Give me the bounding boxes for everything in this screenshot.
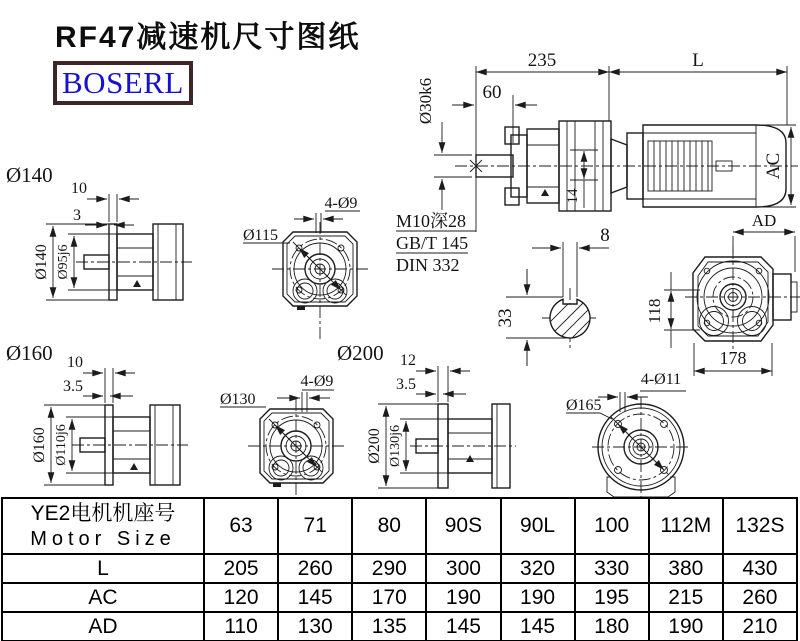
table-header-en: Motor Size bbox=[30, 528, 176, 550]
main-side-view bbox=[416, 50, 798, 232]
flange140-spigot-dia: Ø95j6 bbox=[56, 244, 71, 280]
dim-33-label: 33 bbox=[495, 308, 516, 328]
value-AC-80: 170 bbox=[352, 583, 426, 612]
dim-l-label: L bbox=[692, 50, 704, 71]
flange160-dim35: 3.5 bbox=[63, 378, 83, 395]
flange200-outer-dia: Ø200 bbox=[366, 428, 383, 464]
dim-118-label: 118 bbox=[645, 298, 664, 324]
flange160-outer-dia: Ø160 bbox=[31, 427, 48, 463]
value-AD-63: 110 bbox=[204, 612, 278, 641]
dim-14-label: 14 bbox=[565, 188, 581, 204]
flange140-dim10: 10 bbox=[71, 180, 87, 197]
motor-size-132s: 132S bbox=[723, 498, 797, 554]
motor-size-90l: 90L bbox=[501, 498, 575, 554]
value-AC-63: 120 bbox=[204, 583, 278, 612]
value-AD-90l: 145 bbox=[501, 612, 575, 641]
value-AD-80: 135 bbox=[352, 612, 426, 641]
boserl-logo bbox=[53, 61, 193, 105]
thread-note bbox=[396, 211, 476, 275]
table-header-row bbox=[2, 498, 797, 554]
front130-holes-label: 4-Ø9 bbox=[300, 373, 334, 390]
value-AC-90s: 190 bbox=[426, 583, 500, 612]
value-AC-71: 145 bbox=[278, 583, 352, 612]
dim-ac-label: AC bbox=[763, 152, 784, 180]
key-width-label: 8 bbox=[600, 225, 610, 246]
value-AD-71: 130 bbox=[278, 612, 352, 641]
flange160-title: Ø160 bbox=[6, 341, 53, 365]
value-L-80: 290 bbox=[352, 554, 426, 583]
motor-size-63: 63 bbox=[204, 498, 278, 554]
value-AC-132s: 260 bbox=[723, 583, 797, 612]
thread-note-line2: GB/T 145 bbox=[396, 233, 469, 253]
row-label-AD: AD bbox=[2, 612, 204, 641]
flange140-dim3: 3 bbox=[73, 207, 81, 224]
value-AD-112m: 190 bbox=[649, 612, 723, 641]
flange165-holes-label: 4-Ø11 bbox=[640, 371, 682, 388]
front115-view bbox=[243, 195, 368, 340]
shaft-key-section bbox=[495, 225, 610, 366]
motor-size-71: 71 bbox=[278, 498, 352, 554]
page-title: RF47减速机尺寸图纸 bbox=[55, 21, 361, 54]
thread-note-line3: DIN 332 bbox=[396, 255, 460, 275]
value-AC-100: 195 bbox=[575, 583, 649, 612]
value-L-90s: 300 bbox=[426, 554, 500, 583]
row-label-L: L bbox=[2, 554, 204, 583]
flange165-bolt-circle-label: Ø165 bbox=[566, 397, 602, 414]
dim-ad-label: AD bbox=[751, 211, 777, 230]
value-AD-90s: 145 bbox=[426, 612, 500, 641]
flange160-spigot-dia: Ø110j6 bbox=[54, 424, 69, 466]
flange160-dim10: 10 bbox=[67, 354, 83, 371]
dim-178-label: 178 bbox=[719, 348, 747, 368]
front115-holes-label: 4-Ø9 bbox=[324, 195, 358, 212]
front115-bolt-circle-label: Ø115 bbox=[243, 227, 278, 244]
end-view bbox=[645, 211, 800, 376]
flange200-spigot-dia: Ø130j6 bbox=[388, 425, 403, 467]
dim-60-label: 60 bbox=[482, 82, 502, 103]
flange140-side-view bbox=[6, 163, 192, 300]
dim-235-label: 235 bbox=[527, 50, 557, 71]
flange165-round-view bbox=[566, 371, 690, 497]
value-AD-132s: 210 bbox=[723, 612, 797, 641]
value-L-63: 205 bbox=[204, 554, 278, 583]
thread-note-line1: M10深28 bbox=[396, 211, 467, 231]
value-L-90l: 320 bbox=[501, 554, 575, 583]
value-AC-90l: 190 bbox=[501, 583, 575, 612]
motor-size-table bbox=[1, 497, 798, 641]
value-AC-112m: 215 bbox=[649, 583, 723, 612]
flange200-dim35: 3.5 bbox=[396, 376, 416, 393]
motor-size-90s: 90S bbox=[426, 498, 500, 554]
value-AD-100: 180 bbox=[575, 612, 649, 641]
flange200-side-view bbox=[337, 341, 516, 488]
table-header-cell bbox=[2, 498, 204, 554]
front130-view bbox=[220, 373, 344, 497]
table-header-cn: YE2电机机座号 bbox=[30, 502, 176, 525]
motor-size-112m: 112M bbox=[649, 498, 723, 554]
motor-size-100: 100 bbox=[575, 498, 649, 554]
flange140-title: Ø140 bbox=[6, 163, 53, 187]
flange200-dim12: 12 bbox=[400, 352, 416, 369]
flange200-title: Ø200 bbox=[337, 341, 384, 365]
value-L-112m: 380 bbox=[649, 554, 723, 583]
motor-size-80: 80 bbox=[352, 498, 426, 554]
table-row-L bbox=[2, 554, 797, 583]
table-row-AD bbox=[2, 612, 797, 641]
value-L-71: 260 bbox=[278, 554, 352, 583]
value-L-132s: 430 bbox=[723, 554, 797, 583]
table-row-AC bbox=[2, 583, 797, 612]
boserl-logo-text: BOSERL bbox=[62, 65, 184, 100]
front130-bolt-circle-label: Ø130 bbox=[220, 391, 256, 408]
flange160-side-view bbox=[6, 341, 188, 485]
shaft-dia-label: Ø30k6 bbox=[416, 77, 435, 125]
value-L-100: 330 bbox=[575, 554, 649, 583]
row-label-AC: AC bbox=[2, 583, 204, 612]
flange140-outer-dia: Ø140 bbox=[33, 244, 50, 280]
